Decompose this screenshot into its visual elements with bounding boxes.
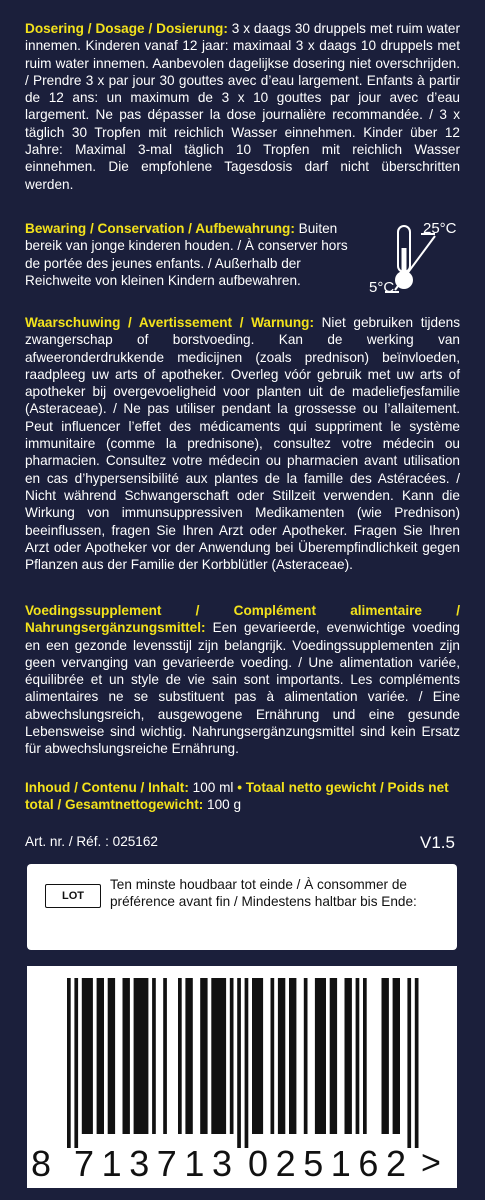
barcode-bar [278, 978, 285, 1134]
temp-max: 25°C [423, 220, 457, 237]
supplement-heading: Voedingssupplement / Complément alimentaire / Nahrungsergänzungsmittel: [25, 603, 460, 636]
barcode-first-digit: 8 [31, 1143, 52, 1184]
barcode-left-digits: 713713 [74, 1143, 232, 1184]
barcode-right-digits: 025162 [248, 1143, 406, 1184]
version-label: V1.5 [420, 833, 455, 852]
barcode-bar [415, 978, 419, 1148]
barcode-bar [407, 978, 411, 1148]
weight-value: 100 g [203, 797, 242, 813]
barcode-bar [356, 978, 360, 1134]
lot-label: LOT [45, 884, 101, 908]
barcode-arrow: > [421, 1144, 441, 1182]
contents-section [25, 779, 460, 814]
contents-heading: Inhoud / Contenu / Inhalt: [25, 780, 189, 795]
barcode-bar [345, 978, 352, 1134]
barcode-bar [230, 978, 234, 1134]
dosage-text: 3 x daags 30 druppels met ruim water innemen. Kinderen vanaf 12 jaar: maximaal 3 x daags 10 druppels met ruim water innemen. Aanbevolen dagelijkse dosering niet overschrijden. / Prendre 3 x par jour 30 gouttes avec d’eau largement. Enfants à partir de 12 ans: un maximum de 3 x 10 gouttes par jour avec d’eau largement. Ne pas dépasser la dose journalière recommandée. / 3 x täglich 30 Tropfen mit reichlich Wasser einnehmen. Kinder über 12 Jahre: Maximal 3-mal täglich 10 Tropfen mit reichlich Wasser einnehmen. Die empfohlene Tagesdosis darf nicht überschritten werden. [25, 21, 460, 192]
warning-text: Niet gebruiken tijdens zwangerschap of borstvoeding. Kan de werking van afweeronderdrukkende medicijnen (zoals prednison) beïnvloeden, raadpleeg uw arts of apotheker. Overleg vóór gebruik met uw arts of apotheker bij overgevoeligheid voor planten uit de madeliefjesfamilie (Asteraceae). / Ne pas utiliser pendant la grossesse ou l’allaitement. Peut influencer l’effet des médicaments qui suppriment le système immunitaire (comme la prednisone), consultez votre médecin ou pharmacien. Consultez votre médecin ou pharmacien avant utilisation en cas d’hypersensibilité aux plantes de la famille des Astéracées. / Nicht während Schwangerschaft oder Stillzeit verwenden. Kann die Wirkung von immunsuppressiven Medikamenten (wie Prednison) beeinflussen, fragen Sie Ihren Arzt oder Apotheker. Fragen Sie Ihren Arzt oder Apotheker vor der Anwendung bei Überempfindlichkeit gegen Pflanzen aus der Familie der Korbblütler (Asteraceae). [25, 315, 460, 573]
barcode-bar [134, 978, 149, 1134]
dosage-section [25, 20, 460, 193]
barcode-bar [74, 978, 78, 1148]
barcode-bar [330, 978, 337, 1134]
barcode-bar [363, 978, 367, 1134]
barcode-bar [211, 978, 226, 1134]
supplement-section [25, 602, 460, 758]
storage-text: Buiten bereik van jonge kinderen houden. / À conserver hors de portée des jeunes enfants. / Außerhalb der Reichweite von kleinen Kindern aufbewahren. [25, 221, 348, 288]
barcode-bar [152, 978, 156, 1134]
weight-heading: Totaal netto gewicht / Poids net total / Gesamtnettogewicht: [25, 780, 449, 813]
barcode-bar [271, 978, 275, 1134]
warning-heading: Waarschuwing / Avertissement / Warnung: [25, 315, 314, 330]
barcode-bar [185, 978, 192, 1134]
barcode-bar [67, 978, 71, 1148]
barcode-bar [200, 978, 207, 1134]
barcode [27, 966, 457, 1188]
supplement-text: Een gevarieerde, evenwichtige voeding en een gezonde levensstijl zijn belangrijk. Voedingssupplementen zijn geen vervanging van gevarieerde voeding. / Une alimentation variée, équilibrée et un style de vie sain sont importants. Les compléments alimentaires ne se substituent pas à alimentation variée. / Eine abwechslungsreich, ausgewogene Ernährung und eine gesunde Lebensweise sind wichtig. Nahrungsergänzungsmittel sind kein Ersatz für abwechslungsreiche Ernährung. [25, 620, 460, 757]
barcode-bar [123, 978, 130, 1134]
contents-separator: • [233, 780, 246, 795]
dosage-heading: Dosering / Dosage / Dosierung: [25, 21, 228, 36]
thermometer-icon [365, 218, 465, 300]
barcode-bar [163, 978, 167, 1134]
barcode-bar [382, 978, 389, 1134]
lot-box [27, 864, 457, 950]
article-number: Art. nr. / Réf. : 025162 [25, 834, 158, 849]
barcode-bar [108, 978, 115, 1134]
barcode-bar [245, 978, 249, 1148]
barcode-bar [178, 978, 182, 1134]
barcode-bar [97, 978, 104, 1134]
barcode-box [27, 966, 457, 1188]
best-before-text: Ten minste houdbaar tot einde / À consommer de préférence avant fin / Mindestens haltbar bis Ende: [110, 877, 417, 910]
barcode-bar [304, 978, 308, 1134]
barcode-bar [237, 978, 241, 1148]
barcode-bar [252, 978, 263, 1134]
warning-section [25, 314, 460, 573]
contents-volume: 100 ml [188, 780, 234, 795]
storage-heading: Bewaring / Conservation / Aufbewahrung: [25, 221, 295, 236]
temp-min: 5°C [369, 279, 395, 296]
barcode-bar [289, 978, 296, 1134]
barcode-bar [82, 978, 93, 1134]
barcode-bar [393, 978, 400, 1134]
storage-section [25, 220, 365, 289]
barcode-bar [315, 978, 326, 1134]
